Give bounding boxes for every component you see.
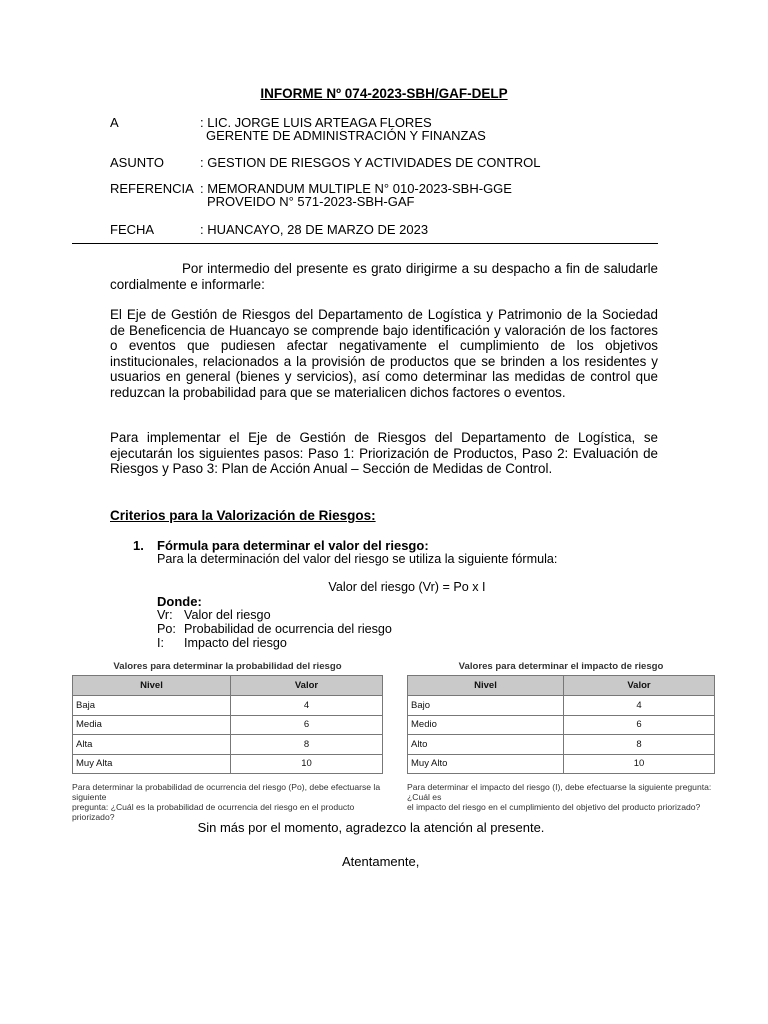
paragraph-risk-axis: El Eje de Gestión de Riesgos del Departamento de Logística y Patrimonio de la Sociedad de Beneficencia de Huancayo se comprende bajo identificación y valoración de los factores o eventos que pudiesen afectar negativamente el cumplimiento de los objetivos institucionales, relacionados a la provisión de productos que se brinden a los residentes y usuarios en general (bienes y servicios), así como determinar las medidas de control que reduzcan la probabilidad para que se materialicen dichos factores o eventos. (110, 307, 658, 400)
note-line: Para determinar el impacto del riesgo (I), debe efectuarse la siguiente pregunta: ¿Cuál es (407, 782, 712, 802)
closing-text: Sin más por el momento, agradezco la atención al presente. (197, 820, 545, 835)
table-row (73, 754, 383, 774)
table-row (73, 715, 383, 735)
report-title: INFORME Nº 074-2023-SBH/GAF-DELP (260, 86, 508, 101)
table-row (408, 696, 715, 716)
value-cell: 8 (564, 735, 715, 755)
reference-value: : MEMORANDUM MULTIPLE N° 010-2023-SBH-GGE (200, 181, 512, 196)
to-value-position: GERENTE DE ADMINISTRACIÓN Y FINANZAS (206, 128, 486, 143)
probability-table-note (72, 782, 392, 822)
table-header-row (73, 676, 383, 696)
definition-item (157, 636, 287, 650)
where-label: Donde: (157, 594, 202, 609)
table-row (408, 754, 715, 774)
note-line: Para determinar la probabilidad de ocurrencia del riesgo (Po), debe efectuarse la siguiente (72, 782, 381, 802)
definition-abbr: I: (157, 636, 164, 650)
definition-item (157, 622, 392, 636)
definition-text: Probabilidad de ocurrencia del riesgo (184, 622, 392, 636)
note-line: el impacto del riesgo en el cumplimiento del objetivo del producto priorizado? (407, 802, 701, 812)
definition-text: Impacto del riesgo (184, 636, 287, 650)
table-row (73, 735, 383, 755)
signoff: Atentamente, (342, 854, 420, 869)
probability-table (72, 675, 383, 774)
level-cell: Bajo (408, 696, 564, 716)
intro-paragraph: Por intermedio del presente es grato dirigirme a su despacho a fin de saludarle cordialmente e informarle: (110, 261, 658, 292)
column-header-value: Valor (564, 676, 715, 696)
date-value: : HUANCAYO, 28 DE MARZO DE 2023 (200, 222, 429, 237)
value-cell: 6 (231, 715, 383, 735)
value-cell: 4 (231, 696, 383, 716)
paragraph-steps: Para implementar el Eje de Gestión de Riesgos del Departamento de Logística, se ejecutarán los siguientes pasos: Paso 1: Priorización de Productos, Paso 2: Evaluación de Riesgos y Paso 3: Plan de Acción Anual – Sección de Medidas de Control. (110, 430, 658, 477)
to-value: : LIC. JORGE LUIS ARTEAGA FLORES (200, 115, 432, 130)
level-cell: Media (73, 715, 231, 735)
level-cell: Medio (408, 715, 564, 735)
table-header-row (408, 676, 715, 696)
level-cell: Alta (73, 735, 231, 755)
value-cell: 10 (231, 754, 383, 774)
column-header-level: Nivel (408, 676, 564, 696)
value-cell: 8 (231, 735, 383, 755)
subject-value: : GESTION DE RIESGOS Y ACTIVIDADES DE CONTROL (200, 155, 541, 170)
probability-table-caption: Valores para determinar la probabilidad del riesgo (113, 661, 342, 672)
level-cell: Muy Alta (73, 754, 231, 774)
criteria-section-title: Criterios para la Valorización de Riesgos: (110, 508, 376, 523)
risk-formula: Valor del riesgo (Vr) = Po x I (328, 580, 486, 594)
subject-label: ASUNTO (110, 155, 164, 170)
definition-abbr: Po: (157, 622, 176, 636)
level-cell: Muy Alto (408, 754, 564, 774)
date-label: FECHA (110, 222, 155, 237)
level-cell: Baja (73, 696, 231, 716)
to-label: A (110, 115, 119, 130)
column-header-value: Valor (231, 676, 383, 696)
header-divider (72, 243, 658, 244)
impact-table (407, 675, 715, 774)
level-cell: Alto (408, 735, 564, 755)
item-description: Para la determinación del valor del riesgo se utiliza la siguiente fórmula: (157, 552, 558, 566)
item-number: 1. (133, 538, 144, 553)
reference-value-2: PROVEIDO N° 571-2023-SBH-GAF (207, 194, 415, 209)
table-row (408, 735, 715, 755)
definition-abbr: Vr: (157, 608, 173, 622)
impact-table-caption: Valores para determinar el impacto de riesgo (458, 661, 664, 672)
table-row (408, 715, 715, 735)
value-cell: 10 (564, 754, 715, 774)
definition-text: Valor del riesgo (184, 608, 271, 622)
column-header-level: Nivel (73, 676, 231, 696)
note-line: pregunta: ¿Cuál es la probabilidad de ocurrencia del riesgo en el producto priorizado? (72, 802, 355, 822)
definition-item (157, 608, 271, 622)
impact-table-note (407, 782, 727, 812)
table-row (73, 696, 383, 716)
value-cell: 4 (564, 696, 715, 716)
item-title: Fórmula para determinar el valor del riesgo: (157, 538, 429, 553)
reference-label: REFERENCIA (110, 181, 194, 196)
value-cell: 6 (564, 715, 715, 735)
